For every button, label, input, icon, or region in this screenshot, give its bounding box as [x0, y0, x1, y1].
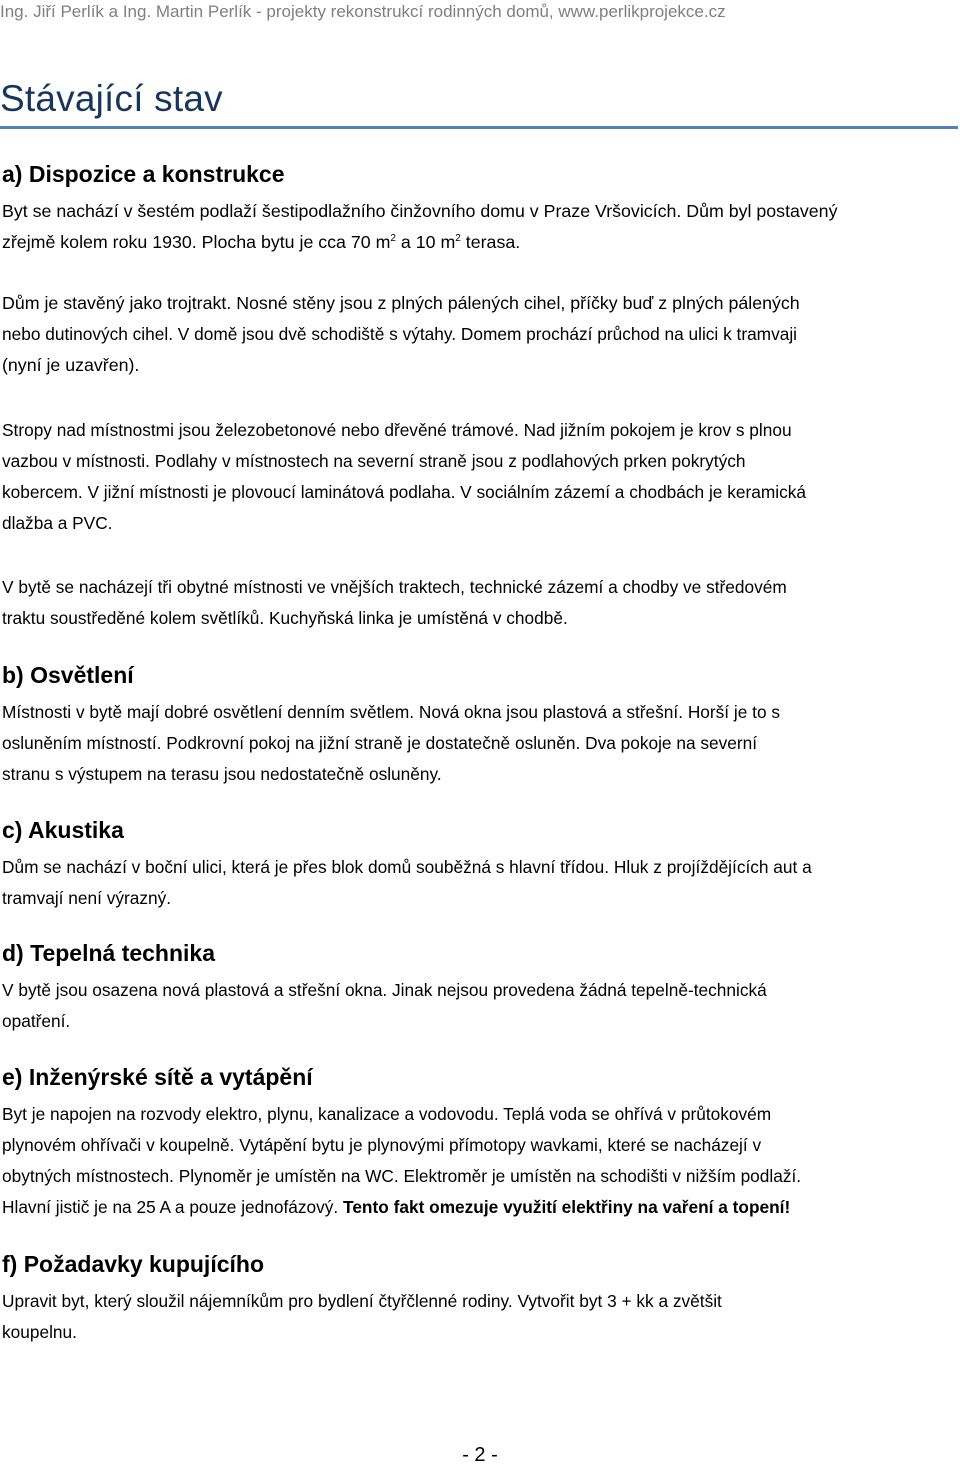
superscript: 2 [390, 233, 396, 244]
page-header: Ing. Jiří Perlík a Ing. Martin Perlík - projekty rekonstrukcí rodinných domů, www.perlikprojekce.cz [0, 2, 726, 21]
paragraph-line: tramvají není výrazný. [2, 888, 172, 908]
paragraph-e [2, 1099, 957, 1223]
section-heading-akustika: c) Akustika [2, 817, 124, 843]
paragraph-line: V bytě se nacházejí tři obytné místnosti ve vnějších traktech, technické zázemí a chodby ve středovém [2, 577, 787, 597]
paragraph-line: Místnosti v bytě mají dobré osvětlení denním světlem. Nová okna jsou plastová a střešní. Horší je to s [2, 702, 781, 722]
text-span: zřejmě kolem roku 1930. Plocha bytu je cca 70 m [2, 232, 391, 252]
paragraph-line: Byt se nachází v šestém podlaží šestipodlažního činžovního domu v Praze Vršovicích. Dům byl postavený [2, 201, 838, 221]
section-heading-osvetleni: b) Osvětlení [2, 662, 134, 688]
superscript: 2 [455, 233, 461, 244]
paragraph-line: nebo dutinových cihel. V domě jsou dvě schodiště s výtahy. Domem prochází průchod na ulici k tramvaji [2, 324, 798, 344]
paragraph-line: dlažba a PVC. [2, 513, 113, 533]
paragraph-line: (nyní je uzavřen). [2, 355, 140, 375]
paragraph-c [2, 852, 957, 914]
paragraph-line: kobercem. V jižní místnosti je plovoucí laminátová podlaha. V sociálním zázemí a chodbách je keramická [2, 482, 806, 502]
paragraph-line: Stropy nad místnostmi jsou železobetonové nebo dřevěné trámové. Nad jižním pokojem je krov s plnou [2, 420, 792, 440]
text-span: terasa. [460, 232, 521, 252]
section-heading-inzenyrske-site: e) Inženýrské sítě a vytápění [2, 1064, 313, 1090]
section-heading-pozadavky: f) Požadavky kupujícího [2, 1251, 264, 1277]
section-heading-dispozice: a) Dispozice a konstrukce [2, 161, 285, 187]
bold-warning-text: Tento fakt omezuje využití elektřiny na vaření a topení! [343, 1197, 791, 1217]
paragraph-line: stranu s výstupem na terasu jsou nedostatečně osluněny. [2, 764, 442, 784]
paragraph-d [2, 975, 957, 1037]
paragraph-line: traktu soustředěné kolem světlíků. Kuchyňská linka je umístěná v chodbě. [2, 608, 568, 628]
paragraph-a4 [2, 572, 957, 634]
paragraph-line: Dům je stavěný jako trojtrakt. Nosné stěny jsou z plných pálených cihel, příčky buď z plných pálených [2, 293, 800, 313]
paragraph-line: Dům se nachází v boční ulici, která je přes blok domů souběžná s hlavní třídou. Hluk z projíždějících aut a [2, 857, 812, 877]
section-heading-tepelna-technika: d) Tepelná technika [2, 940, 216, 966]
paragraph-line: opatření. [2, 1011, 71, 1031]
paragraph-f [2, 1286, 957, 1348]
paragraph-line: vazbou v místnosti. Podlahy v místnostech na severní straně jsou z podlahových prken pokrytých [2, 451, 746, 471]
paragraph-line: V bytě jsou osazena nová plastová a střešní okna. Jinak nejsou provedena žádná tepelně-technická [2, 980, 767, 1000]
paragraph-line: plynovém ohřívači v koupelně. Vytápění bytu je plynovými přímotopy wavkami, které se nacházejí v [2, 1135, 762, 1155]
paragraph-line: Upravit byt, který sloužil nájemníkům pro bydlení čtyřčlenné rodiny. Vytvořit byt 3 + kk a zvětšit [2, 1291, 722, 1311]
paragraph-line: Byt je napojen na rozvody elektro, plynu, kanalizace a vodovodu. Teplá voda se ohřívá v průtokovém [2, 1104, 772, 1124]
paragraph-line [2, 1192, 957, 1223]
paragraph-b [2, 697, 957, 790]
paragraph-a1 [2, 196, 957, 258]
paragraph-line: obytných místnostech. Plynoměr je umístěn na WC. Elektroměr je umístěn na schodišti v nižším podlaží. [2, 1166, 802, 1186]
text-span: Hlavní jistič je na 25 A a pouze jednofázový. [2, 1197, 344, 1217]
paragraph-a3 [2, 415, 957, 539]
paragraph-a2 [2, 288, 957, 381]
paragraph-line: osluněním místností. Podkrovní pokoj na jižní straně je dostatečně osluněn. Dva pokoje na severní [2, 733, 758, 753]
text-span: a 10 m [395, 232, 456, 252]
page-number: - 2 - [462, 1444, 498, 1466]
paragraph-line: koupelnu. [2, 1322, 77, 1342]
paragraph-line [2, 227, 957, 258]
page-title: Stávající stav [0, 72, 958, 129]
